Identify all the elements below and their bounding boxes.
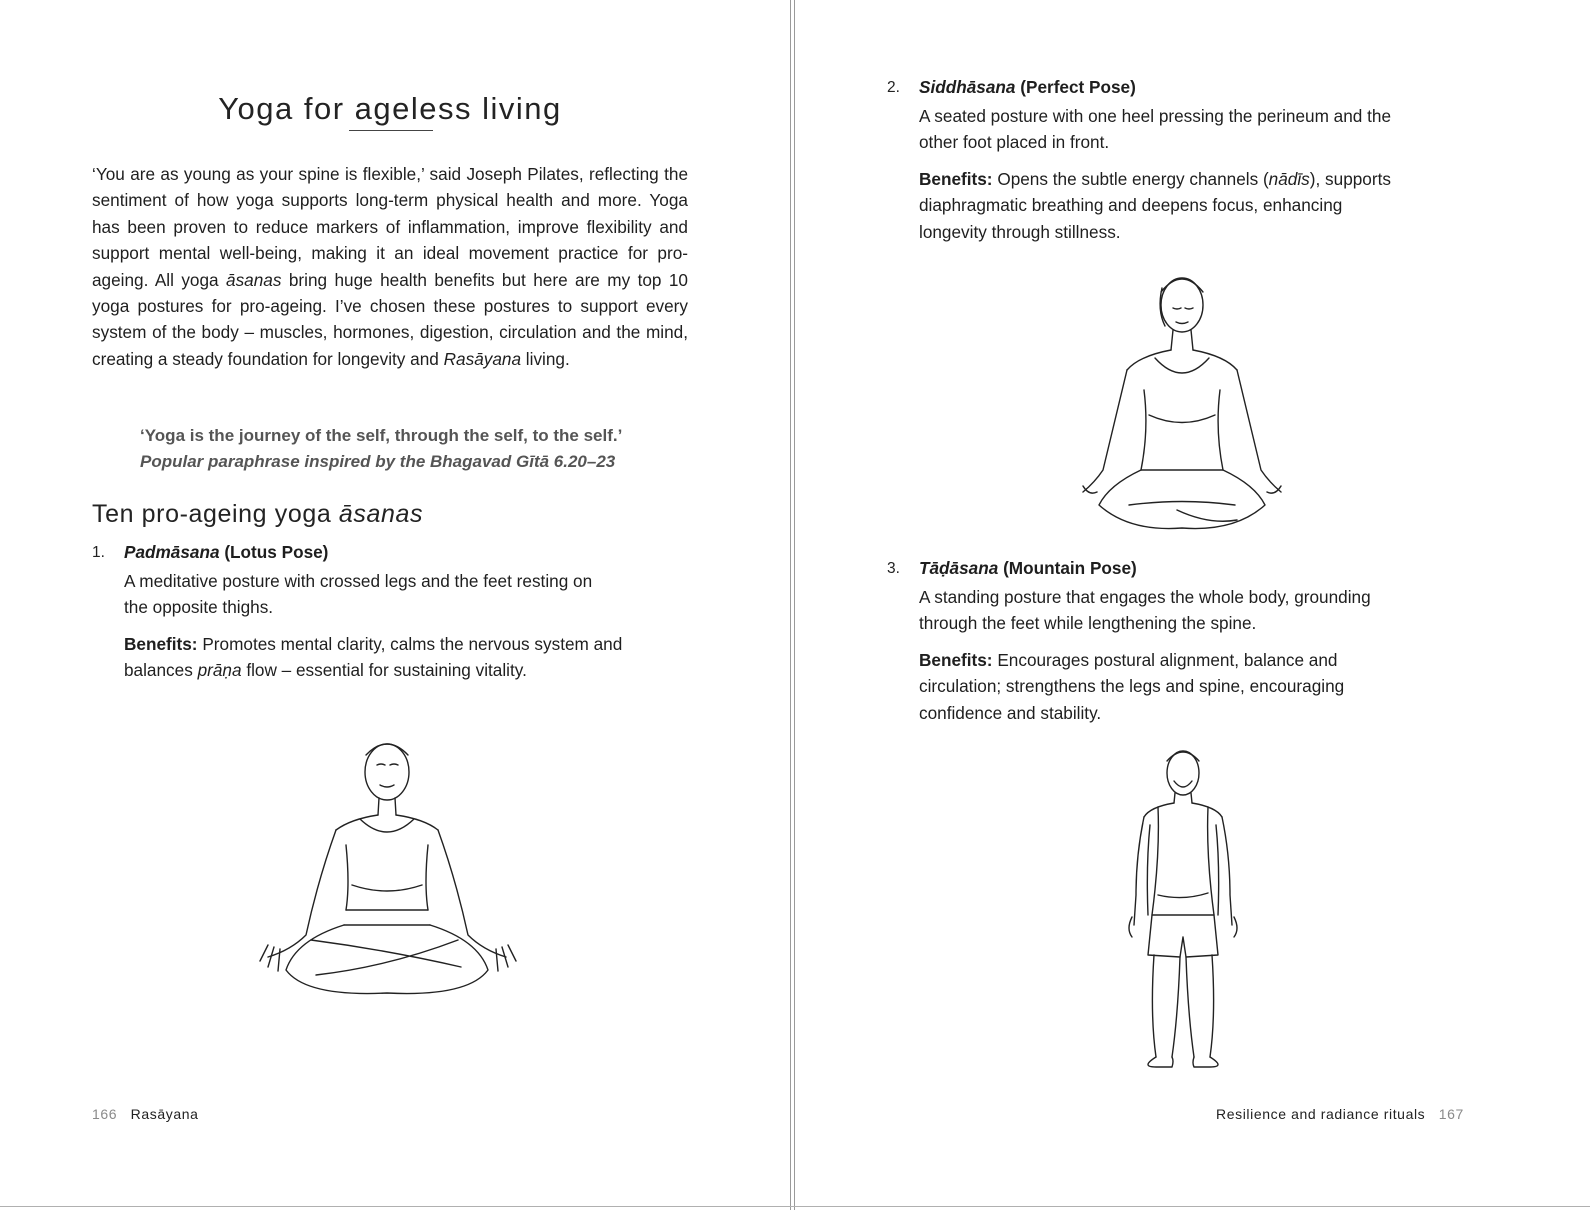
- title-divider: [349, 130, 433, 131]
- running-title: Resilience and radiance rituals: [1216, 1106, 1426, 1122]
- right-page: [795, 0, 1590, 1205]
- benefits-line: Benefits: Encourages postural alignment, balance and: [919, 650, 1338, 670]
- asana-item-siddhasana: [887, 77, 1487, 247]
- item-heading: [919, 77, 1136, 98]
- section-heading: [92, 500, 692, 529]
- item-description: [124, 568, 592, 621]
- sanskrit-name: Tāḍāsana: [919, 558, 999, 578]
- item-heading: [919, 558, 1137, 579]
- page-number: 166: [92, 1106, 118, 1122]
- item-heading: [124, 542, 328, 563]
- description-line: A seated posture with one heel pressing the perineum and the: [919, 106, 1392, 126]
- item-description: [919, 103, 1391, 156]
- item-benefits: [124, 631, 622, 684]
- description-line: other foot placed in front.: [919, 132, 1110, 153]
- lotus-pose-figure-icon: [246, 735, 528, 1005]
- left-footer: [92, 1106, 199, 1122]
- benefits-line: Benefits: Promotes mental clarity, calms the nervous system and: [124, 634, 623, 654]
- asana-item-tadasana: [887, 558, 1487, 728]
- sanskrit-name: Padmāsana: [124, 542, 220, 562]
- item-benefits: [919, 647, 1344, 726]
- intro-paragraph: [92, 161, 688, 372]
- running-title: Rasāyana: [130, 1106, 199, 1122]
- epigraph-quote: [140, 423, 700, 476]
- page-number: 167: [1438, 1106, 1464, 1122]
- intro-text-3: living.: [521, 348, 570, 369]
- intro-term-asanas: āsanas: [226, 269, 282, 290]
- benefits-label: Benefits:: [919, 650, 993, 670]
- right-footer: [1216, 1106, 1464, 1122]
- asana-item-padmasana: [92, 542, 692, 682]
- description-line: A meditative posture with crossed legs and the feet resting on: [124, 571, 593, 591]
- item-number: 1.: [92, 544, 105, 561]
- benefits-line: circulation; strengthens the legs and spine, encouraging: [919, 676, 1345, 697]
- perfect-pose-figure-icon: [1049, 270, 1315, 540]
- benefits-line: confidence and stability.: [919, 702, 1102, 723]
- benefits-line: diaphragmatic breathing and deepens focus, enhancing: [919, 195, 1343, 216]
- intro-term-rasayana: Rasāyana: [443, 348, 522, 369]
- item-number: 2.: [887, 79, 900, 96]
- quote-attribution: Popular paraphrase inspired by the Bhagavad Gītā 6.20–23: [140, 452, 616, 472]
- benefits-line: balances prāṇa flow – essential for sustaining vitality.: [124, 660, 527, 681]
- intro-text-1: ‘You are as young as your spine is flexible,’ said Joseph Pilates, reflecting the sentiment of how yoga supports long-term physical health and more. Yoga has been proven to reduce markers of inflammation, improve flexibility and support mental well-being, making it an ideal movement practice for pro-ageing. All yoga: [92, 164, 688, 290]
- intro-text-2: bring huge health benefits but here are my top 10 yoga postures for pro-ageing. I’ve chosen these postures to support every system of the body – muscles, hormones, digestion, circulation and the mind, creating a steady foundation for longevity and: [92, 269, 688, 369]
- english-name: (Perfect Pose): [1020, 77, 1136, 97]
- item-number: 3.: [887, 560, 900, 577]
- description-line: A standing posture that engages the whole body, grounding: [919, 587, 1371, 607]
- left-page: [0, 0, 790, 1205]
- description-line: the opposite thighs.: [124, 597, 274, 618]
- item-description: [919, 584, 1371, 637]
- english-name: (Mountain Pose): [1003, 558, 1137, 578]
- item-benefits: [919, 166, 1391, 245]
- quote-text: ‘Yoga is the journey of the self, through the self, to the self.’: [140, 426, 623, 445]
- section-heading-term: āsanas: [338, 500, 424, 528]
- benefits-label: Benefits:: [124, 634, 198, 654]
- description-line: through the feet while lengthening the spine.: [919, 613, 1257, 634]
- benefits-line: longevity through stillness.: [919, 221, 1121, 242]
- benefits-label: Benefits:: [919, 169, 993, 189]
- section-heading-prefix: Ten pro-ageing yoga: [92, 500, 339, 528]
- english-name: (Lotus Pose): [224, 542, 329, 562]
- page-title: Yoga for ageless living: [218, 90, 562, 126]
- sanskrit-name: Siddhāsana: [919, 77, 1016, 97]
- benefits-line: Benefits: Opens the subtle energy channels (nādīs), supports: [919, 169, 1391, 189]
- bottom-border: [0, 1206, 1590, 1207]
- mountain-pose-figure-icon: [1122, 745, 1244, 1075]
- gutter-line: [790, 0, 791, 1210]
